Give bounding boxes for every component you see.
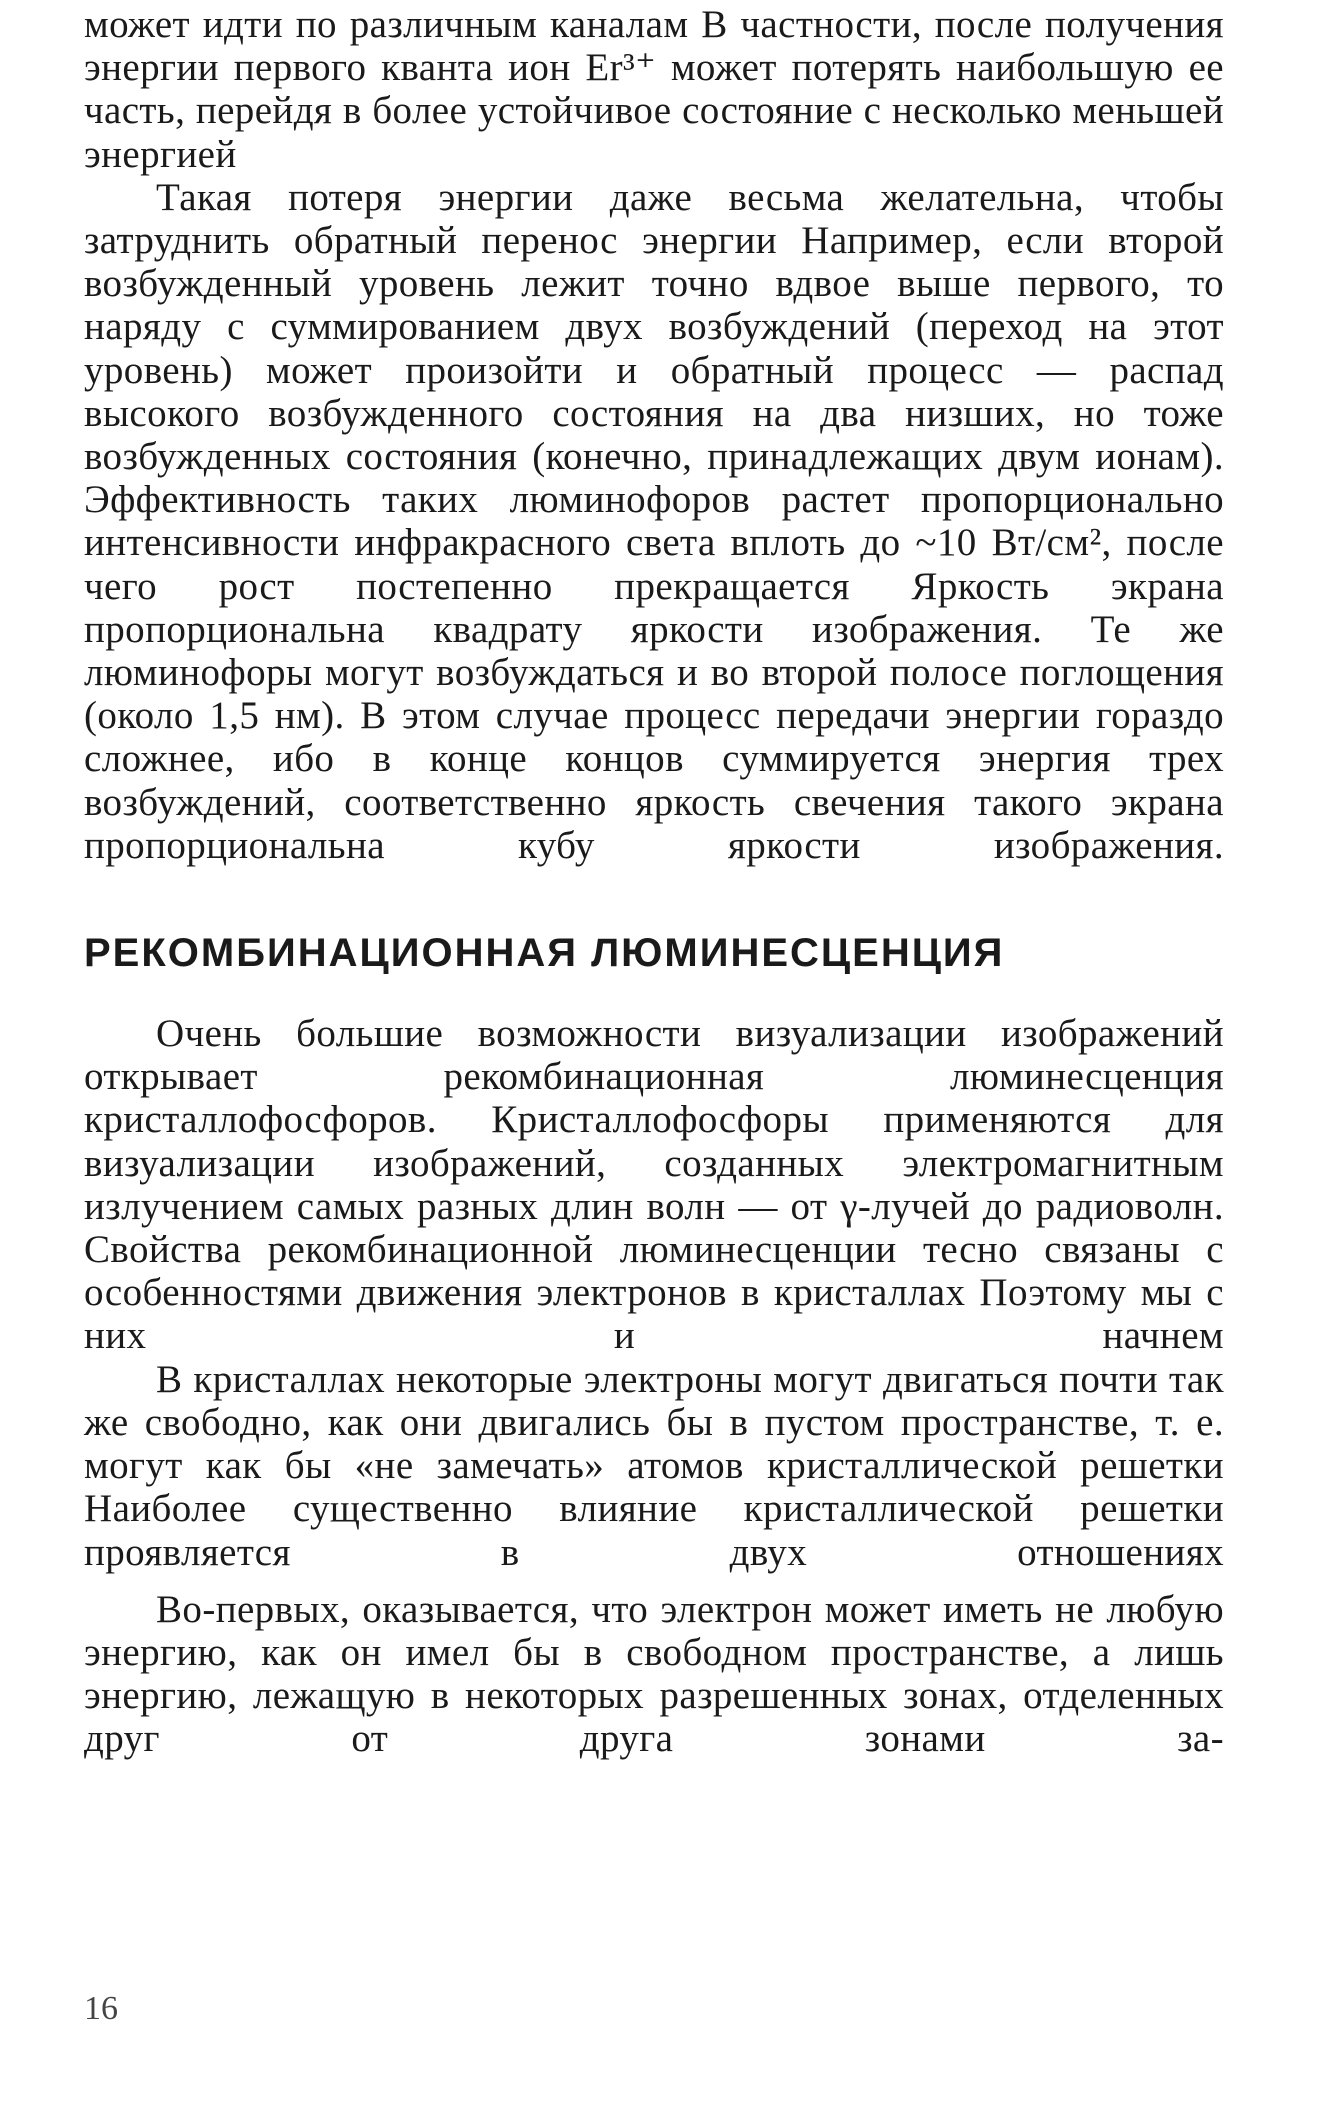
page-body <box>84 0 1224 1761</box>
page-number: 16 <box>84 1990 118 2027</box>
paragraph-electrons-in-crystals: В кристаллах некоторые электроны могут двигаться почти так же свободно, как они двигались бы в пустом пространстве, т. е. могут как бы «не замечать» атомов кристаллической решетки Наиболее существенно влияние кристаллической решетки проявляется в двух отношениях <box>84 1357 1224 1574</box>
section-heading: РЕКОМБИНАЦИОННАЯ ЛЮМИНЕСЦЕНЦИЯ <box>84 931 1005 976</box>
paragraph-firstly: Во-первых, оказывается, что электрон может иметь не любую энергию, как он имел бы в свободном пространстве, а лишь энергию, лежащую в некоторых разрешенных зонах, отделенных друг от друга зонами за- <box>84 1587 1224 1761</box>
paragraph-continuation: может идти по различным каналам В частности, после получения энергии первого кванта ион Er³⁺ может потерять наибольшую ее часть, перейдя в более устойчивое состояние с несколько меньшей энергией <box>84 3 1224 176</box>
paragraph-recombination-intro: Очень большие возможности визуализации изображений открывает рекомбинационная люминесценция кристаллофосфоров. Кристаллофосфоры применяются для визуализации изображений, созданных электромагнитным излучением самых разных длин волн — от γ-лучей до радиоволн. Свойства рекомбинационной люминесценции тесно связаны с особенностями движения электронов в кристаллах Поэтому мы с них и начнем <box>84 1012 1224 1358</box>
paragraph-energy-loss: Такая потеря энергии даже весьма желательна, чтобы затруднить обратный перенос энергии Например, если второй возбужденный уровень лежит точно вдвое выше первого, то наряду с суммированием двух возбуждений (переход на этот уровень) может произойти и обратный процесс — распад высокого возбужденного состояния на два низших, но тоже возбужденных состояния (конечно, принадлежащих двум ионам). Эффективность таких люминофоров растет пропорционально интенсивности инфракрасного света вплоть до ~10 Вт/см², после чего рост постепенно прекращается Яркость экрана пропорциональна квадрату яркости изображения. Те же люминофоры могут возбуждаться и во второй полосе поглощения (около 1,5 нм). В этом случае процесс передачи энергии гораздо сложнее, ибо в конце концов суммируется энергия трех возбуждений, соответственно яркость свечения такого экрана пропорциональна кубу яркости изображения. <box>84 175 1224 867</box>
